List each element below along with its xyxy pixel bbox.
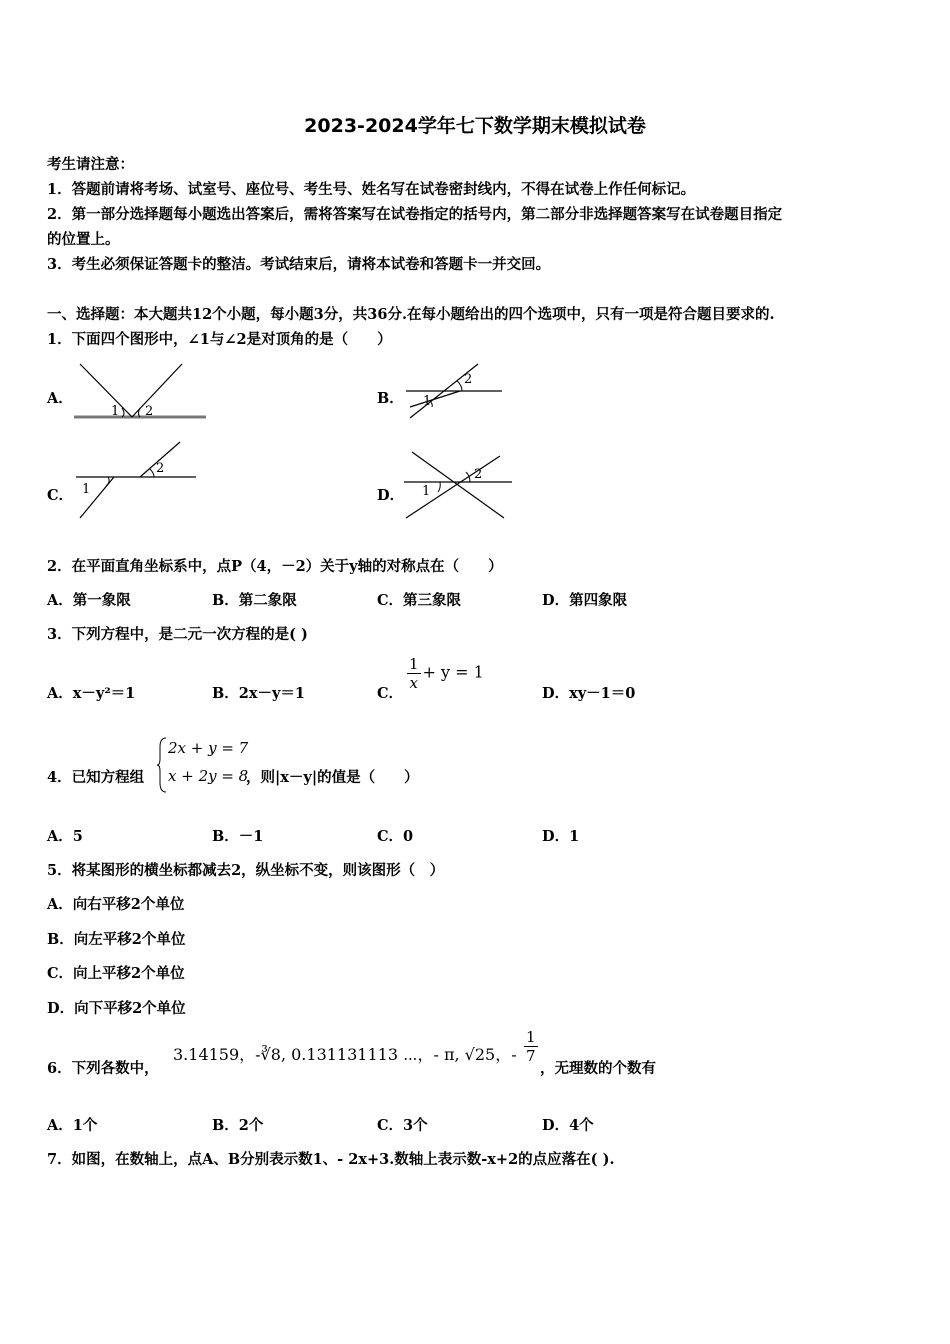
q7-stem: 7．如图，在数轴上，点A、B分别表示数1、- 2x+3.数轴上表示数-x+2的点应落在( ). xyxy=(47,1151,615,1168)
q5-stem: 5．将某图形的横坐标都减去2，纵坐标不变，则该图形（ ） xyxy=(47,862,445,879)
q6-option-c[interactable]: C．3个 xyxy=(377,1117,428,1134)
figure-b-label-1: 1 xyxy=(423,394,432,409)
q3-option-b[interactable]: B．2x－y＝1 xyxy=(212,685,306,702)
figure-c-arc-2 xyxy=(150,469,154,477)
figure-b-ray xyxy=(410,391,460,407)
q2-option-b[interactable]: B．第二象限 xyxy=(212,592,297,609)
q3-c-numerator: 1 xyxy=(409,655,419,673)
q6-fraction-numerator: 1 xyxy=(526,1028,536,1046)
figure-a-label-1: 1 xyxy=(111,404,120,419)
q3-option-c[interactable]: C． xyxy=(377,685,404,702)
q1-option-c-label[interactable]: C． xyxy=(47,487,74,504)
q5-option-b[interactable]: B．向左平移2个单位 xyxy=(47,931,186,948)
q4-stem-pre: 4．已知方程组 xyxy=(47,769,145,786)
figure-a-label-2: 2 xyxy=(145,404,154,419)
notice-item-2: 2．第一部分选择题每小题选出答案后，需将答案写在试卷指定的括号内，第二部分非选择题答案写在试卷题目指定 xyxy=(47,206,783,223)
page-title: 2023-2024学年七下数学期末模拟试卷 xyxy=(304,115,646,137)
q3-option-c-formula xyxy=(405,655,484,692)
q5-option-c[interactable]: C．向上平移2个单位 xyxy=(47,965,185,982)
q4-option-d[interactable]: D．1 xyxy=(542,828,580,845)
q4-option-a[interactable]: A．5 xyxy=(47,828,83,845)
figure-d-label-1: 1 xyxy=(422,484,431,499)
q6-fraction-denominator: 7 xyxy=(526,1047,536,1065)
q5-option-a[interactable]: A．向右平移2个单位 xyxy=(47,896,185,913)
q6-option-d[interactable]: D．4个 xyxy=(542,1117,594,1134)
notice-heading: 考生请注意： xyxy=(47,156,134,173)
q2-option-a[interactable]: A．第一象限 xyxy=(47,592,131,609)
q3-c-rest: + y = 1 xyxy=(422,662,484,682)
left-brace-icon xyxy=(157,737,167,793)
q3-option-a[interactable]: A．x－y²＝1 xyxy=(47,685,136,702)
q1-figure-d xyxy=(400,448,518,524)
q6-option-a[interactable]: A．1个 xyxy=(47,1117,98,1134)
q1-stem: 1．下面四个图形中，∠1与∠2是对顶角的是（ ） xyxy=(47,331,392,348)
q1-option-d-label[interactable]: D． xyxy=(377,487,405,504)
q6-option-b[interactable]: B．2个 xyxy=(212,1117,264,1134)
figure-d-line-2 xyxy=(406,456,500,518)
q6-stem-post: ，无理数的个数有 xyxy=(540,1060,656,1077)
q2-stem: 2．在平面直角坐标系中，点P（4，－2）关于y轴的对称点在（ ） xyxy=(47,558,503,575)
figure-c-label-1: 1 xyxy=(82,482,91,497)
q3-c-fraction xyxy=(407,655,421,692)
q6-fraction xyxy=(522,1028,540,1065)
q1-option-b-label[interactable]: B． xyxy=(377,390,404,407)
figure-d-label-2: 2 xyxy=(474,467,483,482)
notice-item-1: 1．答题前请将考场、试室号、座位号、考生号、姓名写在试卷密封线内，不得在试卷上作任何标记。 xyxy=(47,181,696,198)
q2-option-d[interactable]: D．第四象限 xyxy=(542,592,628,609)
figure-d-arc-1 xyxy=(438,482,440,492)
q3-option-d[interactable]: D．xy－1＝0 xyxy=(542,685,636,702)
q3-c-denominator: x xyxy=(409,674,418,692)
notice-item-2-cont: 的位置上。 xyxy=(47,231,120,248)
figure-c-arc-1 xyxy=(106,477,109,486)
section-heading: 一、选择题：本大题共12个小题，每小题3分，共36分.在每小题给出的四个选项中，只有一项是符合题目要求的. xyxy=(47,306,775,323)
q1-option-a-label[interactable]: A． xyxy=(47,390,73,407)
figure-a-left-ray xyxy=(80,364,132,417)
q4-equation-2: x + 2y = 8 xyxy=(168,767,249,785)
notice-item-3: 3．考生必须保证答题卡的整洁。考试结束后，请将本试卷和答题卡一并交回。 xyxy=(47,256,551,273)
q6-numbers: 3.14159，-∛8, 0.131131113 ⋯，- π, √25，- xyxy=(173,1045,517,1064)
q4-option-c[interactable]: C．0 xyxy=(377,828,414,845)
q4-option-b[interactable]: B．－1 xyxy=(212,828,264,845)
q4-equation-1: 2x + y = 7 xyxy=(168,739,249,757)
q2-option-c[interactable]: C．第三象限 xyxy=(377,592,462,609)
q1-figure-a xyxy=(70,360,210,422)
q1-figure-c xyxy=(70,438,200,522)
q6-stem-pre: 6．下列各数中， xyxy=(47,1060,159,1077)
q1-figure-b xyxy=(400,360,510,422)
figure-b-label-2: 2 xyxy=(464,372,473,387)
q5-option-d[interactable]: D．向下平移2个单位 xyxy=(47,1000,186,1017)
q3-stem: 3．下列方程中，是二元一次方程的是( ) xyxy=(47,626,308,643)
q4-stem-post: ，则|x－y|的值是（ ） xyxy=(246,769,419,786)
figure-c-label-2: 2 xyxy=(156,461,165,476)
figure-b-arc-2 xyxy=(457,381,462,391)
